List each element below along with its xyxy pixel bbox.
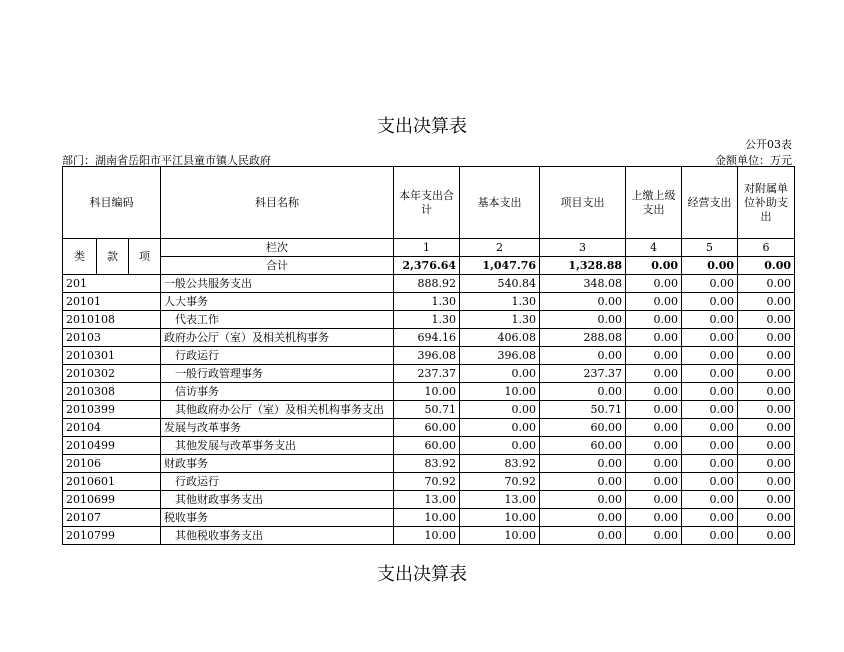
total-value: 0.00 <box>626 257 682 275</box>
col-num-6: 6 <box>738 239 795 257</box>
amount-cell: 0.00 <box>682 311 738 329</box>
header-subject-code: 科目编码 <box>63 167 161 239</box>
subject-name: 代表工作 <box>161 311 394 329</box>
amount-cell: 0.00 <box>738 275 795 293</box>
header-col-4: 上缴上级支出 <box>626 167 682 239</box>
table-row <box>63 383 795 401</box>
page-title: 支出决算表 <box>377 116 467 137</box>
amount-cell: 1.30 <box>394 311 460 329</box>
amount-cell: 1.30 <box>460 293 540 311</box>
amount-cell: 0.00 <box>540 509 626 527</box>
amount-cell: 0.00 <box>682 347 738 365</box>
header-lei: 类 <box>63 239 97 275</box>
amount-cell: 0.00 <box>626 473 682 491</box>
subject-name: 人大事务 <box>161 293 394 311</box>
subject-code: 2010108 <box>63 311 161 329</box>
header-col-2: 基本支出 <box>460 167 540 239</box>
subject-name: 财政事务 <box>161 455 394 473</box>
total-value: 2,376.64 <box>394 257 460 275</box>
table-row <box>63 455 795 473</box>
amount-cell: 406.08 <box>460 329 540 347</box>
amount-cell: 0.00 <box>626 383 682 401</box>
amount-cell: 0.00 <box>460 365 540 383</box>
header-kuan: 款 <box>97 239 129 275</box>
subject-name: 一般公共服务支出 <box>161 275 394 293</box>
header-col-5: 经营支出 <box>682 167 738 239</box>
table-row <box>63 473 795 491</box>
table-row <box>63 329 795 347</box>
amount-cell: 0.00 <box>682 329 738 347</box>
subject-name: 其他发展与改革事务支出 <box>161 437 394 455</box>
amount-cell: 0.00 <box>460 437 540 455</box>
subject-name: 行政运行 <box>161 347 394 365</box>
amount-cell: 0.00 <box>738 527 795 545</box>
header-subject-name: 科目名称 <box>161 167 394 239</box>
amount-cell: 888.92 <box>394 275 460 293</box>
amount-cell: 0.00 <box>540 293 626 311</box>
amount-cell: 0.00 <box>626 401 682 419</box>
subject-code: 2010308 <box>63 383 161 401</box>
amount-cell: 0.00 <box>738 419 795 437</box>
subject-code: 20104 <box>63 419 161 437</box>
amount-cell: 396.08 <box>394 347 460 365</box>
amount-cell: 0.00 <box>626 275 682 293</box>
subject-code: 20107 <box>63 509 161 527</box>
table-row <box>63 347 795 365</box>
amount-cell: 0.00 <box>626 347 682 365</box>
subject-name: 政府办公厅（室）及相关机构事务 <box>161 329 394 347</box>
amount-cell: 1.30 <box>460 311 540 329</box>
amount-cell: 0.00 <box>738 437 795 455</box>
page-title-bottom: 支出决算表 <box>377 564 467 585</box>
amount-cell: 0.00 <box>738 311 795 329</box>
amount-cell: 396.08 <box>460 347 540 365</box>
subject-name: 一般行政管理事务 <box>161 365 394 383</box>
amount-cell: 0.00 <box>540 311 626 329</box>
amount-cell: 60.00 <box>540 419 626 437</box>
col-num-1: 1 <box>394 239 460 257</box>
amount-cell: 70.92 <box>460 473 540 491</box>
amount-cell: 0.00 <box>540 455 626 473</box>
amount-cell: 10.00 <box>394 509 460 527</box>
table-row <box>63 275 795 293</box>
header-col-3: 项目支出 <box>540 167 626 239</box>
amount-cell: 0.00 <box>682 275 738 293</box>
subject-code: 20101 <box>63 293 161 311</box>
amount-cell: 50.71 <box>540 401 626 419</box>
header-col-6: 对附属单位补助支出 <box>738 167 795 239</box>
amount-cell: 0.00 <box>626 329 682 347</box>
amount-cell: 0.00 <box>738 509 795 527</box>
amount-cell: 237.37 <box>394 365 460 383</box>
total-value: 1,047.76 <box>460 257 540 275</box>
total-value: 0.00 <box>682 257 738 275</box>
subject-code: 2010601 <box>63 473 161 491</box>
amount-cell: 0.00 <box>682 491 738 509</box>
header-col-1: 本年支出合计 <box>394 167 460 239</box>
department-label: 部门：湖南省岳阳市平江县童市镇人民政府 <box>62 154 271 167</box>
amount-cell: 10.00 <box>460 527 540 545</box>
amount-cell: 13.00 <box>460 491 540 509</box>
amount-cell: 10.00 <box>460 383 540 401</box>
subject-code: 2010302 <box>63 365 161 383</box>
col-num-4: 4 <box>626 239 682 257</box>
expenditure-table <box>62 166 795 545</box>
amount-cell: 0.00 <box>682 473 738 491</box>
header-row <box>63 167 795 239</box>
amount-cell: 0.00 <box>626 437 682 455</box>
total-row <box>63 257 795 275</box>
table-row <box>63 293 795 311</box>
amount-cell: 694.16 <box>394 329 460 347</box>
subject-code: 20106 <box>63 455 161 473</box>
col-num-5: 5 <box>682 239 738 257</box>
amount-cell: 10.00 <box>394 383 460 401</box>
amount-cell: 0.00 <box>460 419 540 437</box>
subject-name: 行政运行 <box>161 473 394 491</box>
amount-cell: 0.00 <box>738 401 795 419</box>
col-num-3: 3 <box>540 239 626 257</box>
amount-cell: 288.08 <box>540 329 626 347</box>
amount-cell: 10.00 <box>460 509 540 527</box>
amount-cell: 50.71 <box>394 401 460 419</box>
table-row <box>63 491 795 509</box>
amount-cell: 0.00 <box>738 347 795 365</box>
amount-cell: 237.37 <box>540 365 626 383</box>
amount-cell: 0.00 <box>626 419 682 437</box>
subject-name: 其他税收事务支出 <box>161 527 394 545</box>
amount-cell: 0.00 <box>626 509 682 527</box>
amount-cell: 0.00 <box>682 437 738 455</box>
amount-cell: 0.00 <box>540 473 626 491</box>
total-value: 0.00 <box>738 257 795 275</box>
subject-name: 其他财政事务支出 <box>161 491 394 509</box>
amount-cell: 0.00 <box>738 455 795 473</box>
subject-code: 20103 <box>63 329 161 347</box>
amount-cell: 0.00 <box>682 365 738 383</box>
table-row <box>63 365 795 383</box>
unit-label: 金额单位：万元 <box>715 154 792 167</box>
table-row <box>63 419 795 437</box>
amount-cell: 1.30 <box>394 293 460 311</box>
amount-cell: 83.92 <box>394 455 460 473</box>
table-row <box>63 401 795 419</box>
form-number: 公开03表 <box>745 138 792 151</box>
amount-cell: 0.00 <box>540 491 626 509</box>
amount-cell: 0.00 <box>460 401 540 419</box>
header-lanci: 栏次 <box>161 239 394 257</box>
amount-cell: 0.00 <box>738 491 795 509</box>
amount-cell: 0.00 <box>738 473 795 491</box>
amount-cell: 70.92 <box>394 473 460 491</box>
amount-cell: 13.00 <box>394 491 460 509</box>
amount-cell: 0.00 <box>626 455 682 473</box>
subject-code: 2010499 <box>63 437 161 455</box>
subject-code: 2010699 <box>63 491 161 509</box>
amount-cell: 0.00 <box>738 365 795 383</box>
amount-cell: 0.00 <box>682 509 738 527</box>
amount-cell: 0.00 <box>626 293 682 311</box>
amount-cell: 0.00 <box>540 527 626 545</box>
header-xiang: 项 <box>129 239 161 275</box>
amount-cell: 0.00 <box>626 491 682 509</box>
amount-cell: 0.00 <box>626 527 682 545</box>
amount-cell: 0.00 <box>626 365 682 383</box>
total-label: 合计 <box>161 257 394 275</box>
amount-cell: 0.00 <box>540 347 626 365</box>
amount-cell: 0.00 <box>738 383 795 401</box>
amount-cell: 0.00 <box>738 329 795 347</box>
amount-cell: 60.00 <box>540 437 626 455</box>
col-num-2: 2 <box>460 239 540 257</box>
amount-cell: 10.00 <box>394 527 460 545</box>
total-value: 1,328.88 <box>540 257 626 275</box>
subject-code: 2010399 <box>63 401 161 419</box>
table-row <box>63 311 795 329</box>
amount-cell: 0.00 <box>682 455 738 473</box>
amount-cell: 0.00 <box>682 401 738 419</box>
table-row <box>63 509 795 527</box>
amount-cell: 83.92 <box>460 455 540 473</box>
subject-code: 201 <box>63 275 161 293</box>
subject-name: 信访事务 <box>161 383 394 401</box>
amount-cell: 0.00 <box>682 527 738 545</box>
amount-cell: 60.00 <box>394 419 460 437</box>
subject-code: 2010301 <box>63 347 161 365</box>
subject-name: 发展与改革事务 <box>161 419 394 437</box>
subject-code: 2010799 <box>63 527 161 545</box>
amount-cell: 0.00 <box>682 293 738 311</box>
amount-cell: 0.00 <box>682 383 738 401</box>
amount-cell: 540.84 <box>460 275 540 293</box>
amount-cell: 60.00 <box>394 437 460 455</box>
amount-cell: 0.00 <box>540 383 626 401</box>
subject-name: 税收事务 <box>161 509 394 527</box>
subject-name: 其他政府办公厅（室）及相关机构事务支出 <box>161 401 394 419</box>
amount-cell: 0.00 <box>682 419 738 437</box>
amount-cell: 0.00 <box>626 311 682 329</box>
table-row <box>63 437 795 455</box>
table-row <box>63 527 795 545</box>
column-number-row <box>63 239 795 257</box>
amount-cell: 348.08 <box>540 275 626 293</box>
amount-cell: 0.00 <box>738 293 795 311</box>
